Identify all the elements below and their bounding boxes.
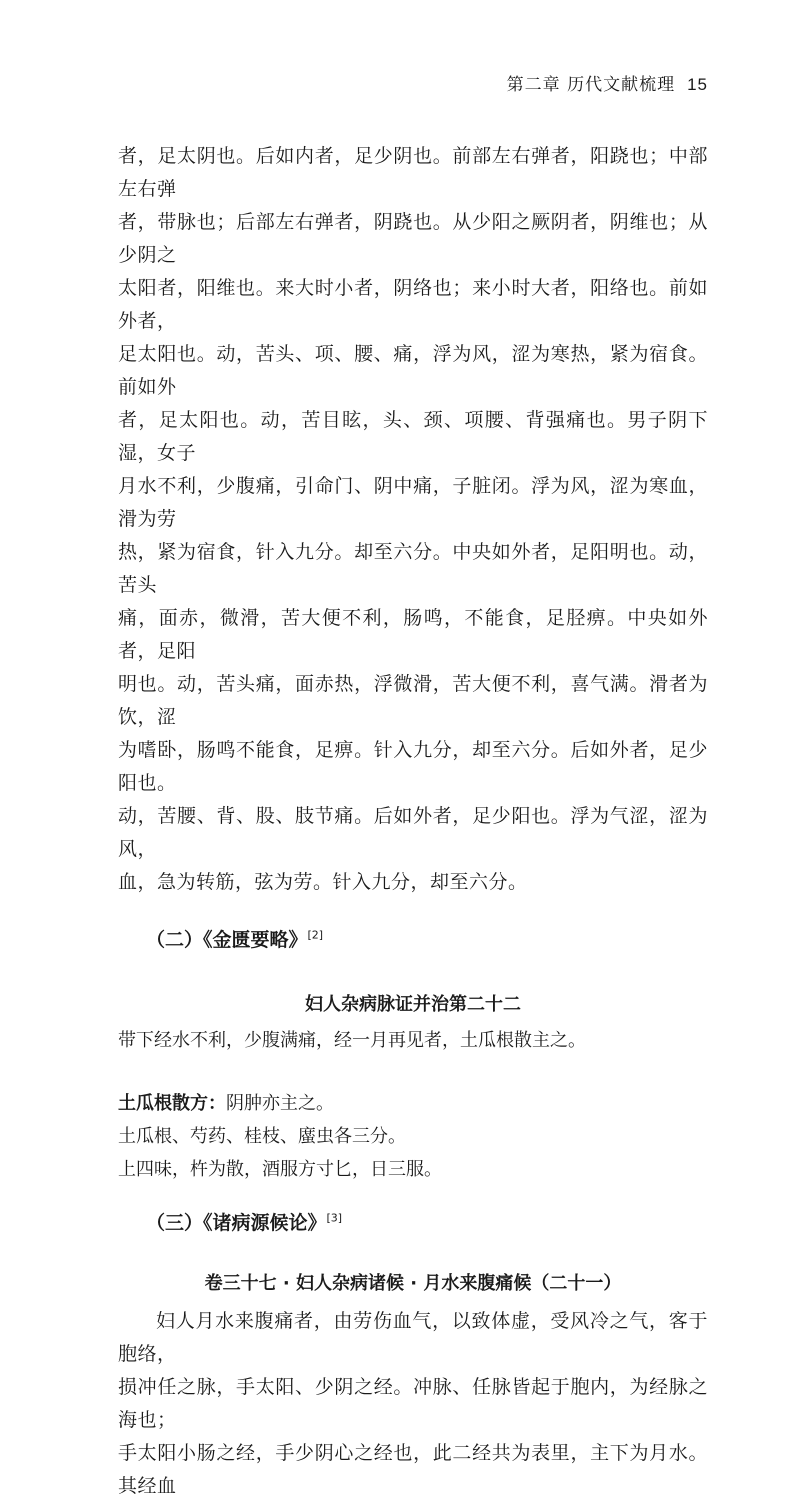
text-line: 痛，面赤，微滑，苦大便不利，肠鸣，不能食，足胫痹。中央如外者，足阳 bbox=[118, 607, 708, 662]
running-header bbox=[507, 70, 708, 95]
text-line: 者，足太阴也。后如内者，足少阴也。前部左右弹者，阳跷也；中部左右弹 bbox=[118, 145, 708, 200]
chapter-subtitle: 卷三十七 · 妇人杂病诸候 · 月水来腹痛候（二十一） bbox=[204, 1273, 622, 1294]
chapter-subtitle: 妇人杂病脉证并治第二十二 bbox=[305, 994, 521, 1015]
reference-mark[interactable]: [2] bbox=[307, 928, 324, 942]
ingredients-line: 土瓜根、芍药、桂枝、䗪虫各三分。 bbox=[118, 1126, 406, 1147]
text-line: 月水不利，少腹痛，引命门、阴中痛，子脏闭。浮为风，涩为寒血，滑为劳 bbox=[118, 475, 708, 530]
text-line: 妇人月水来腹痛者，由劳伤血气，以致体虚，受风冷之气，客于胞络， bbox=[118, 1310, 708, 1365]
usage-line: 上四味，杵为散，酒服方寸匕，日三服。 bbox=[118, 1159, 442, 1180]
page-body bbox=[118, 140, 708, 1503]
paragraph-3 bbox=[118, 1305, 708, 1503]
reference-mark[interactable]: [3] bbox=[326, 1211, 343, 1225]
formula-line bbox=[118, 1087, 708, 1120]
text-line: 热，紧为宿食，针入九分。却至六分。中央如外者，足阳明也。动，苦头 bbox=[118, 541, 708, 596]
section-heading-text: （三）《诸病源候论》 bbox=[146, 1212, 327, 1234]
text-line: 明也。动，苦头痛，面赤热，浮微滑，苦大便不利，喜气满。滑者为饮，涩 bbox=[118, 673, 708, 728]
text-line: 带下经水不利，少腹满痛，经一月再见者，土瓜根散主之。 bbox=[118, 1030, 586, 1051]
text-line: 足太阳也。动，苦头、项、腰、痛，浮为风，涩为寒热，紧为宿食。前如外 bbox=[118, 343, 708, 398]
section-heading-text: （二）《金匮要略》 bbox=[146, 929, 308, 951]
text-line: 太阳者，阳维也。来大时小者，阴络也；来小时大者，阳络也。前如外者， bbox=[118, 277, 708, 332]
text-line: 动，苦腰、背、股、肢节痛。后如外者，足少阳也。浮为气涩，涩为风， bbox=[118, 805, 708, 860]
text-line: 损冲任之脉，手太阳、少阴之经。冲脉、任脉皆起于胞内，为经脉之海也； bbox=[118, 1376, 708, 1431]
paragraph-1 bbox=[118, 140, 708, 899]
formula-label: 土瓜根散方： bbox=[118, 1093, 226, 1114]
section-heading-jingui bbox=[118, 925, 708, 952]
text-line: 为嗜卧，肠鸣不能食，足痹。针入九分，却至六分。后如外者，足少阳也。 bbox=[118, 739, 708, 794]
formula-note: 阴肿亦主之。 bbox=[226, 1093, 334, 1114]
section-heading-zhubing bbox=[118, 1208, 708, 1235]
page-number: 15 bbox=[687, 75, 708, 94]
text-line: 者，带脉也；后部左右弹者，阴跷也。从少阳之厥阴者，阴维也；从少阴之 bbox=[118, 211, 708, 266]
chapter-title: 第二章 历代文献梳理 bbox=[506, 75, 676, 95]
text-line: 者，足太阳也。动，苦目眩，头、颈、项腰、背强痛也。男子阴下湿，女子 bbox=[118, 409, 708, 464]
text-line: 血，急为转筋，弦为劳。针入九分，却至六分。 bbox=[118, 871, 528, 893]
text-line: 手太阳小肠之经，手少阴心之经也，此二经共为表里，主下为月水。其经血 bbox=[118, 1442, 708, 1497]
